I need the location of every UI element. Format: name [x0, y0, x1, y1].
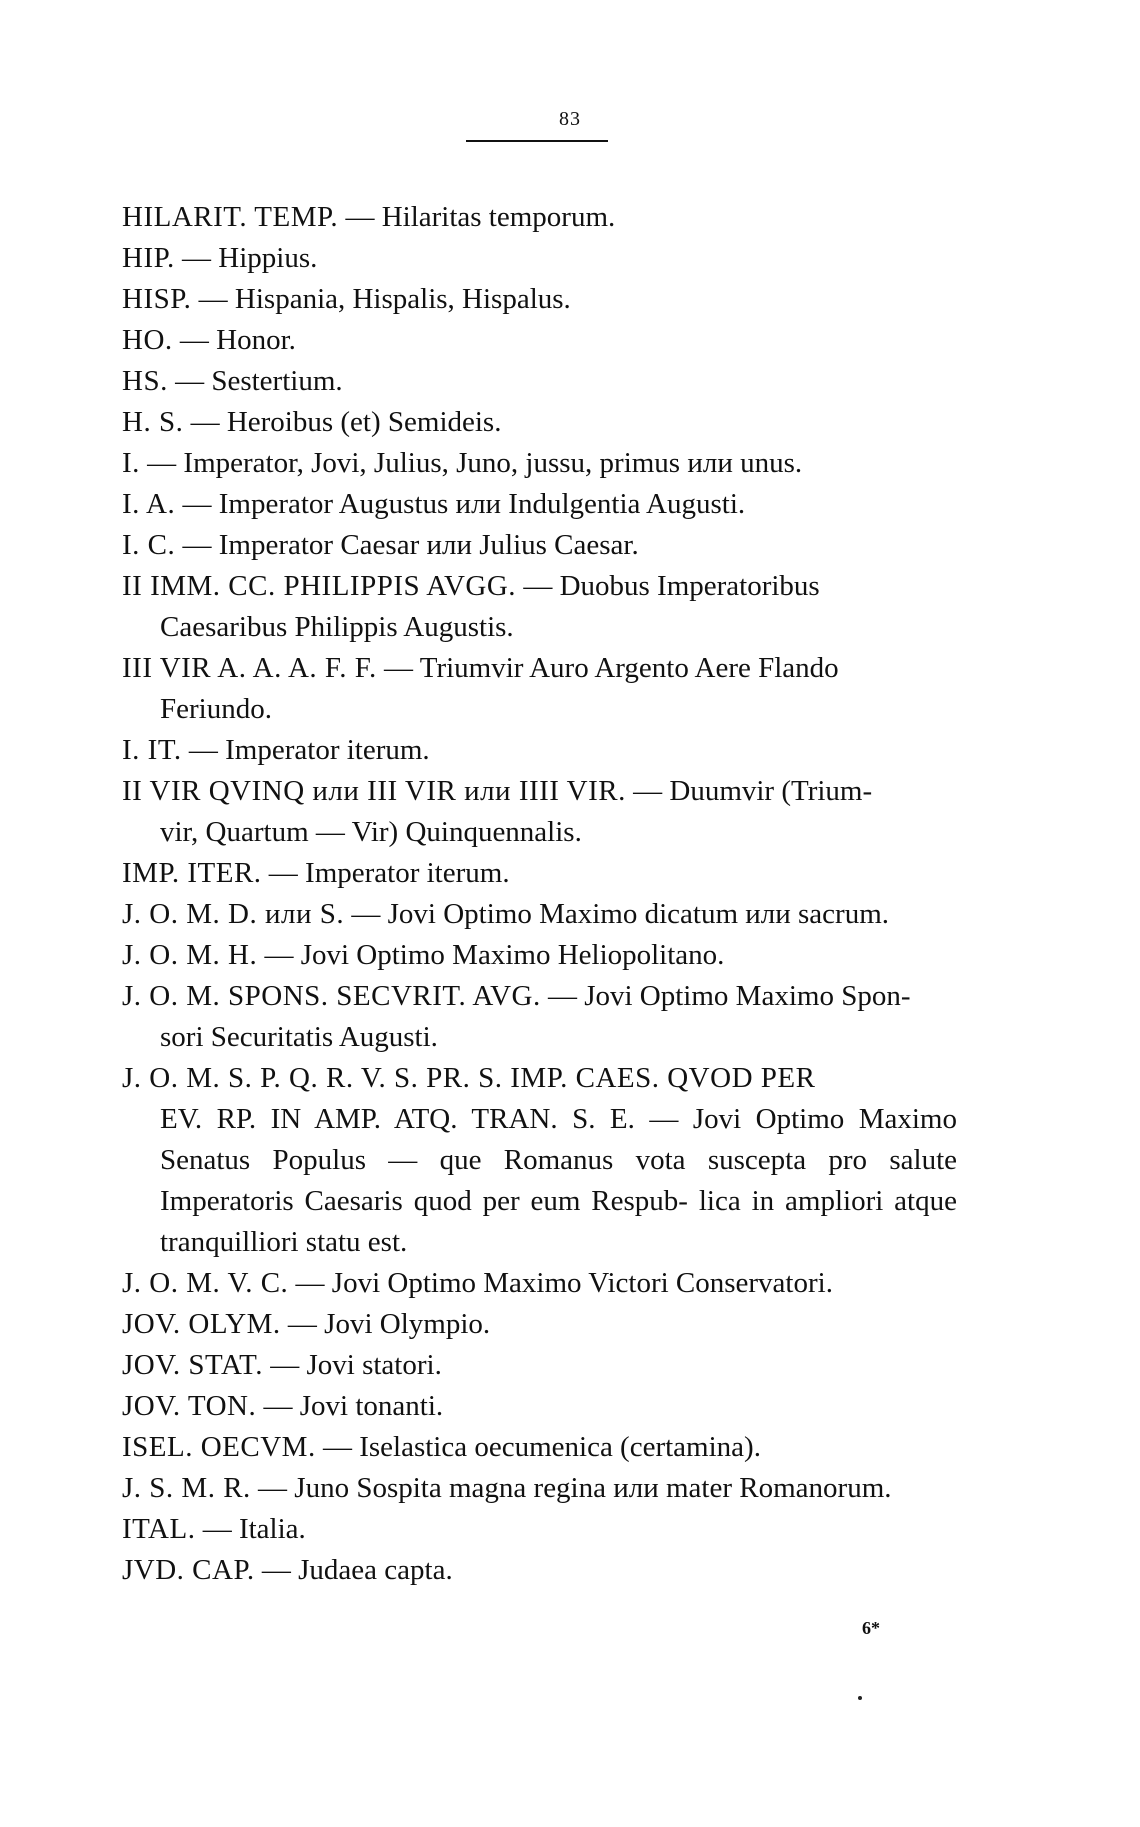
entry-expansion: Jovi Optimo Maximo Spon- — [584, 980, 911, 1012]
entry-expansion: Heroibus (et) Semideis. — [226, 406, 502, 438]
dictionary-entry — [122, 279, 957, 320]
entry-dash: — — [174, 242, 219, 274]
entry-dash: — — [288, 1267, 332, 1299]
entry-abbreviation: J. O. M. S. P. Q. R. V. S. PR. S. IMP. CAES. QVOD PER — [122, 1062, 816, 1094]
entry-abbreviation: JVD. CAP. — [122, 1554, 255, 1586]
dictionary-entry — [122, 935, 957, 976]
entry-dash: — — [516, 570, 560, 602]
entry-dash: — — [167, 365, 212, 397]
page-number: 83 — [559, 108, 581, 130]
dictionary-entry — [122, 1509, 957, 1550]
entry-list — [122, 197, 957, 1591]
entry-abbreviation: J. O. M. SPONS. SECVRIT. AVG. — [122, 980, 541, 1012]
entry-dash: — — [195, 1513, 239, 1545]
ink-speck — [858, 1696, 862, 1700]
entry-abbreviation: HIP. — [122, 242, 175, 274]
entry-dash: — — [625, 775, 670, 807]
entry-dash: — — [256, 1390, 300, 1422]
entry-dash: — — [257, 939, 301, 971]
dictionary-entry — [122, 1427, 957, 1468]
entry-expansion: Hispania, Hispalis, Hispalus. — [234, 283, 571, 315]
entry-dash: — — [280, 1308, 325, 1340]
entry-dash: — — [263, 1349, 307, 1381]
entry-expansion: Triumvir Auro Argento Aere Flando — [419, 652, 839, 684]
entry-expansion: Jovi Optimo Maximo Heliopolitano. — [300, 939, 725, 971]
dictionary-entry — [122, 1386, 957, 1427]
entry-expansion: Imperator, Jovi, Julius, Juno, jussu, primus или unus. — [183, 447, 803, 479]
dictionary-entry — [122, 197, 957, 238]
entry-expansion: Honor. — [216, 324, 296, 356]
entry-expansion: Hippius. — [218, 242, 318, 274]
dictionary-entry — [122, 1468, 957, 1509]
entry-abbreviation: II IMM. CC. PHILIPPIS AVGG. — [122, 570, 517, 602]
entry-continuation: Feriundo. — [160, 693, 272, 725]
dictionary-entry — [122, 443, 957, 484]
entry-expansion: Imperator iterum. — [305, 857, 510, 889]
entry-dash: — — [338, 201, 382, 233]
dictionary-entry — [122, 402, 957, 443]
entry-expansion: Imperator Augustus или Indulgentia Augusti. — [218, 488, 746, 520]
entry-dash: — — [183, 406, 227, 438]
entry-expansion: Juno Sospita magna regina или mater Romanorum. — [294, 1472, 892, 1504]
entry-expansion: Iselastica oecumenica (certamina). — [359, 1431, 761, 1463]
entry-expansion: Imperator Caesar или Julius Caesar. — [218, 529, 639, 561]
entry-abbreviation: I. A. — [122, 488, 176, 520]
dictionary-entry — [122, 771, 957, 812]
dictionary-entry — [122, 238, 957, 279]
entry-dash: — — [344, 898, 388, 930]
entry-abbreviation: J. S. M. R. — [122, 1472, 251, 1504]
entry-continuation: vir, Quartum — Vir) Quinquennalis. — [160, 816, 582, 848]
dictionary-entry — [122, 1263, 957, 1304]
entry-abbreviation: H. S. — [122, 406, 184, 438]
entry-abbreviation: ISEL. OECVM. — [122, 1431, 316, 1463]
dictionary-entry — [122, 566, 957, 607]
entry-abbreviation: HISP. — [122, 283, 192, 315]
entry-dash: — — [181, 734, 226, 766]
entry-abbreviation: II VIR QVINQ или III VIR или IIII VIR. — [122, 775, 626, 807]
dictionary-entry — [122, 320, 957, 361]
entry-abbreviation: HS. — [122, 365, 168, 397]
entry-dash: — — [254, 1554, 299, 1586]
entry-abbreviation: IMP. ITER. — [122, 857, 262, 889]
entry-abbreviation: III VIR A. A. A. F. F. — [122, 652, 377, 684]
entry-expansion: Sestertium. — [211, 365, 343, 397]
entry-expansion: Duobus Imperatoribus — [559, 570, 820, 602]
entry-dash: — — [172, 324, 217, 356]
entry-dash: — — [139, 447, 184, 479]
entry-dash: — — [261, 857, 306, 889]
dictionary-entry — [122, 525, 957, 566]
entry-expansion: Italia. — [238, 1513, 306, 1545]
entry-expansion: Jovi Optimo Maximo dicatum или sacrum. — [387, 898, 890, 930]
dictionary-entry — [122, 1550, 957, 1591]
printer-signature: 6* — [862, 1618, 880, 1638]
entry-expansion: Hilaritas temporum. — [381, 201, 616, 233]
entry-expansion: Jovi tonanti. — [299, 1390, 444, 1422]
entry-dash: — — [175, 488, 219, 520]
dictionary-entry — [122, 894, 957, 935]
entry-abbreviation: J. O. M. H. — [122, 939, 258, 971]
dictionary-entry — [122, 976, 957, 1017]
entry-abbreviation: JOV. TON. — [122, 1390, 257, 1422]
entry-dash: — — [540, 980, 585, 1012]
entry-dash: — — [175, 529, 219, 561]
entry-abbreviation: J. O. M. V. C. — [122, 1267, 289, 1299]
entry-abbreviation: J. O. M. D. или S. — [122, 898, 345, 930]
entry-abbreviation: HILARIT. TEMP. — [122, 201, 339, 233]
entry-abbreviation: ITAL. — [122, 1513, 196, 1545]
dictionary-entry — [122, 1058, 957, 1099]
entry-dash: — — [191, 283, 235, 315]
entry-expansion: Duumvir (Trium- — [669, 775, 873, 807]
entry-abbreviation: JOV. STAT. — [122, 1349, 263, 1381]
entry-continuation: EV. RP. IN AMP. ATQ. TRAN. S. E. — Jovi Optimo Maximo Senatus Populus — que Romanus vota suscepta pro salute Imperatoris Caesaris quod per eum Respub- lica in ampliori atque tranquilliori statu est. — [160, 1103, 957, 1258]
dictionary-entry — [122, 853, 957, 894]
dictionary-entry — [122, 361, 957, 402]
entry-abbreviation: I. — [122, 447, 140, 479]
entry-expansion: Judaea capta. — [298, 1554, 453, 1586]
entry-expansion: Jovi Olympio. — [324, 1308, 491, 1340]
entry-abbreviation: I. IT. — [122, 734, 182, 766]
dictionary-entry — [122, 1345, 957, 1386]
entry-dash: — — [250, 1472, 295, 1504]
entry-expansion: Imperator iterum. — [225, 734, 430, 766]
dictionary-entry — [122, 648, 957, 689]
entry-abbreviation: I. C. — [122, 529, 176, 561]
entry-expansion: Jovi Optimo Maximo Victori Conservatori. — [331, 1267, 833, 1299]
entry-dash: — — [315, 1431, 360, 1463]
entry-expansion: Jovi statori. — [306, 1349, 442, 1381]
entry-dash: — — [376, 652, 420, 684]
entry-continuation: Caesaribus Philippis Augustis. — [160, 611, 514, 643]
entry-continuation: sori Securitatis Augusti. — [160, 1021, 438, 1053]
header-rule — [466, 140, 608, 142]
dictionary-entry — [122, 730, 957, 771]
entry-abbreviation: HO. — [122, 324, 173, 356]
dictionary-entry — [122, 484, 957, 525]
entry-abbreviation: JOV. OLYM. — [122, 1308, 281, 1340]
dictionary-entry — [122, 1304, 957, 1345]
